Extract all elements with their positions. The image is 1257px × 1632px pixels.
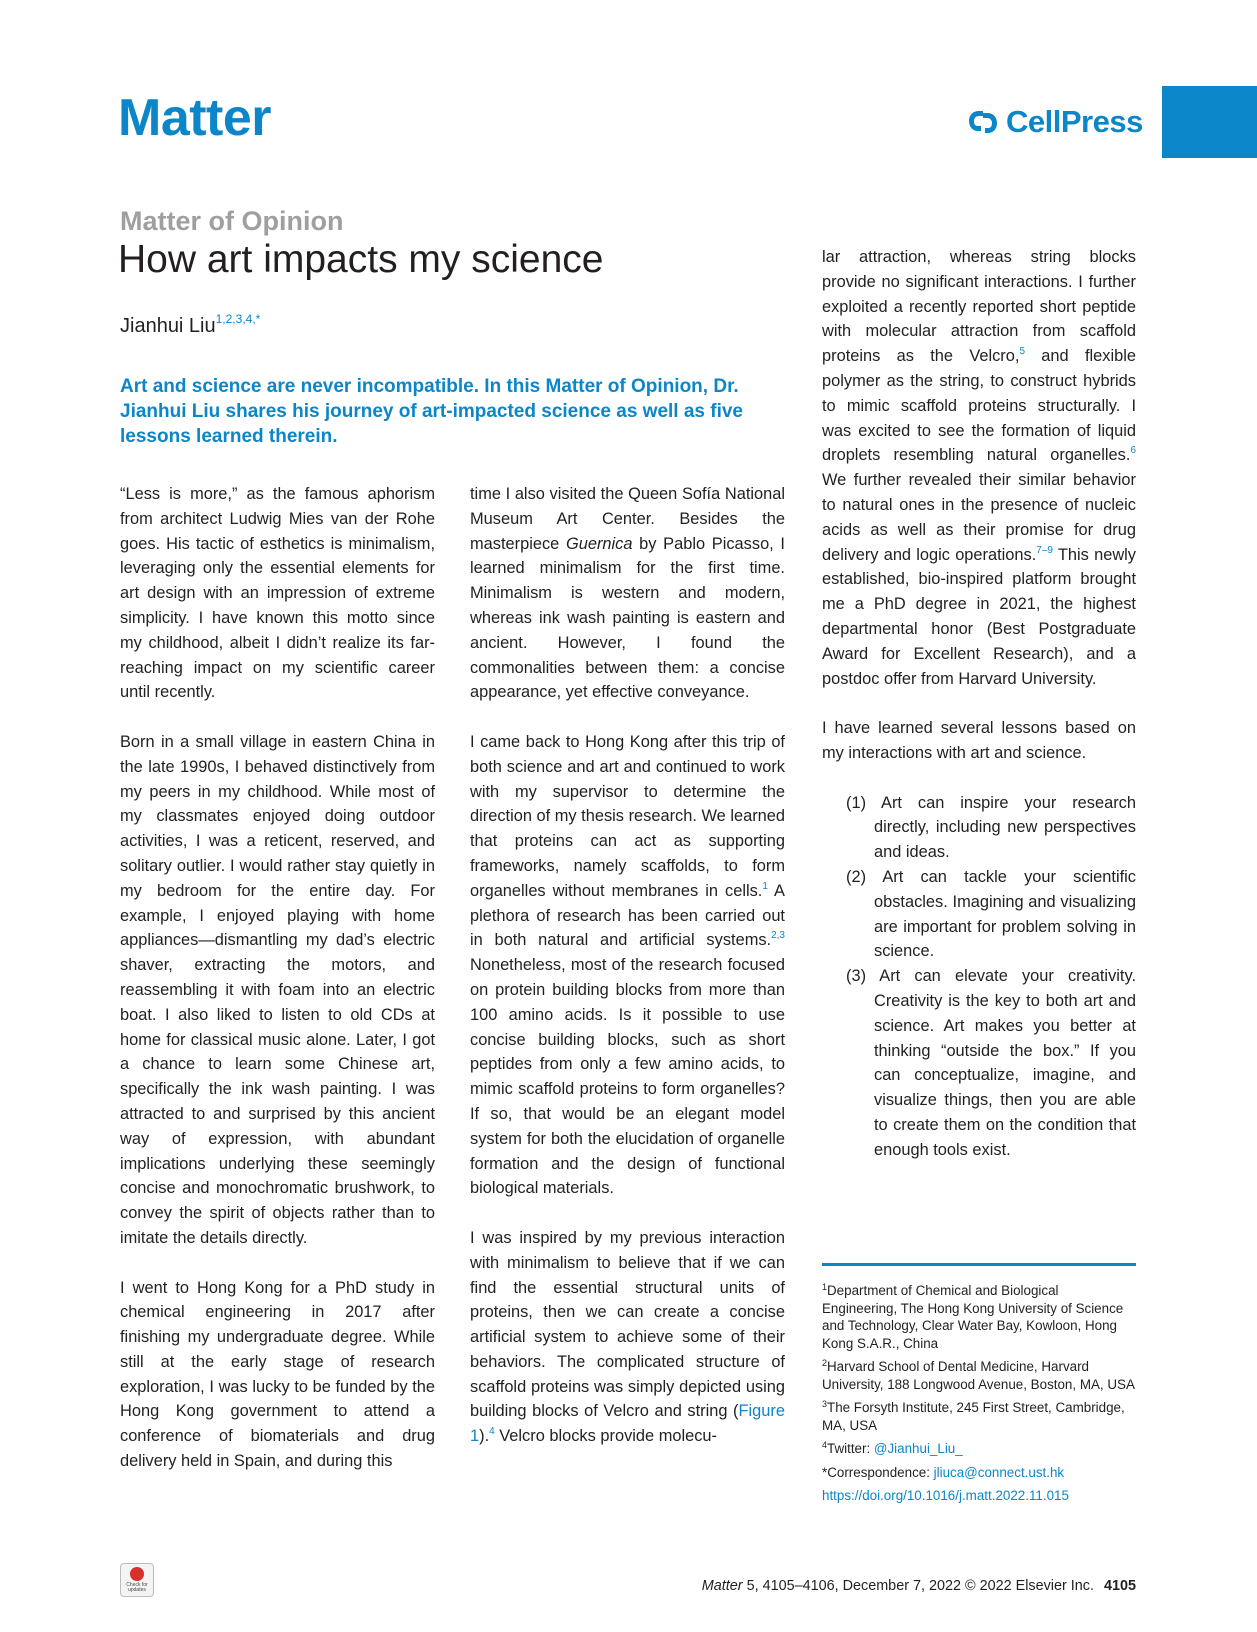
check-for-updates-badge[interactable]: Check for updates	[120, 1563, 154, 1597]
doi-line	[822, 1487, 1136, 1505]
paragraph: I went to Hong Kong for a PhD study in chemical engineering in 2017 after finishing my undergraduate degree. While still at the early stage of research exploration, I was lucky to be funded by the Hong Kong government to attend a conference of biomaterials and drug delivery held in Spain, and during this	[120, 1278, 435, 1471]
figure-link[interactable]: Figure 1	[470, 1402, 785, 1446]
bookmark-icon	[130, 1567, 144, 1581]
publisher-logo[interactable]	[966, 104, 1143, 140]
paragraph: I came back to Hong Kong after this trip of both science and art and continued to work with my supervisor to determine the direction of my thesis research. We learned that proteins can act as supporting frameworks, namely scaffolds, to form organelles without membranes in cells.$^1$ A plethora of research has been carried out in both natural and artificial systems.$^{2,3}$ Nonetheless, most of the research focused on protein building blocks from more than 100 amino acids. Is it possible to use concise building blocks, such as short peptides from only a few amino acids, to mimic scaffold proteins to form organelles? If so, that would be an elegant model system for both the elucidation of organelle formation and the design of functional biological materials.	[470, 732, 785, 1198]
citation-journal: Matter	[701, 1578, 743, 1594]
reference-link[interactable]: 5	[1019, 346, 1025, 358]
list-item: (2) Art can tackle your scientific obstacles. Imagining and visualizing are important for problem solving in science.	[846, 867, 1136, 961]
author-line	[120, 312, 260, 338]
footnotes	[822, 1282, 1136, 1511]
affiliation-2: $^2$Harvard School of Dental Medicine, Harvard University, 188 Longwood Avenue, Boston, MA, USA	[822, 1358, 1135, 1392]
twitter-line: $^4$Twitter: @Jianhui_Liu_	[822, 1440, 963, 1456]
paragraph: I have learned several lessons based on my interactions with art and science.	[822, 719, 1136, 762]
abstract: Art and science are never incompatible. In this Matter of Opinion, Dr. Jianhui Liu shares his journey of art-impacted science as well as five lessons learned therein.	[120, 376, 744, 447]
article-title: How art impacts my science	[118, 238, 604, 281]
affiliation-1: $^1$Department of Chemical and Biological Engineering, The Hong Kong University of Science and Technology, Clear Water Bay, Kowloon, Hong Kong S.A.R., China	[822, 1282, 1124, 1351]
artwork-title: Guernica	[565, 534, 633, 553]
affiliation-3: $^3$The Forsyth Institute, 245 First Street, Cambridge, MA, USA	[822, 1399, 1125, 1433]
column-3	[822, 245, 1136, 1162]
reference-link[interactable]: 6	[1130, 445, 1136, 457]
email-link[interactable]: jliuca@connect.ust.hk	[933, 1464, 1065, 1480]
page-number: 4105	[1103, 1578, 1136, 1594]
paragraph: Born in a small village in eastern China in the late 1990s, I behaved distinctively from my peers in my childhood. While most of my classmates enjoyed doing outdoor activities, I was a reticent, reserved, and solitary outlier. I would rather stay quietly in my bedroom for the entire day. For example, I enjoyed playing with home appliances—dismantling my dad’s electric shaver, extracting the motors, and reassembling it with foam into an electric boat. I also liked to listen to old CDs at home for classical music alone. Later, I got a chance to learn some Chinese art, specifically the ink wash painting. I was attracted to and surprised by this ancient way of expression, with abundant implications underlying these seemingly concise and monochromatic brushwork, to convey the spirit of objects rather than to imitate the details directly.	[120, 732, 435, 1247]
column-1	[120, 482, 435, 1499]
footnote-divider	[822, 1263, 1136, 1266]
paragraph: I was inspired by my previous interaction with minimalism to believe that if we can find the essential structural units of proteins, then we can create a concise artificial system to achieve some of their behaviors. The complicated structure of scaffold proteins was simply depicted using building blocks of Velcro and string (Figure 1).$^4$ Velcro blocks provide molecu-	[470, 1228, 785, 1446]
paragraph: lar attraction, whereas string blocks provide no significant interactions. I further exploited a recently reported short peptide with molecular attraction from scaffold proteins as the Velcro,$^5$ and flexible polymer as the string, to construct hybrids to mimic scaffold proteins structurally. I was excited to see the formation of liquid droplets resembling natural organelles.$^6$ We further revealed their similar behavior to natural ones in the presence of nucleic acids as well as their promise for drug delivery and logic operations.$^{7-9}$ This newly established, bio-inspired platform brought me a PhD degree in 2021, the highest departmental honor (Best Postgraduate Award for Excellent Research), and a postdoc offer from Harvard University.	[822, 248, 1136, 688]
edge-tab	[1162, 86, 1257, 158]
doi-link[interactable]: https://doi.org/10.1016/j.matt.2022.11.015	[822, 1488, 1069, 1503]
twitter-link[interactable]: @Jianhui_Liu_	[873, 1441, 963, 1456]
paragraph: time I also visited the Queen Sofía National Museum Art Center. Besides the masterpiece Guernica by Pablo Picasso, I learned minimalism for the first time. Minimalism is western and modern, whereas ink wash painting is eastern and ancient. However, I found the commonalities between them: a concise appearance, yet effective conveyance.	[470, 485, 785, 702]
list-item: (3) Art can elevate your creativity. Creativity is the key to both art and science. Art makes you better at thinking “outside the box.” If you can conceptualize, imagine, and visualize things, then you are able to create them on the condition that enough tools exist.	[846, 967, 1136, 1159]
column-2	[470, 482, 785, 1474]
cellpress-icon	[966, 107, 1000, 137]
author-name: Jianhui Liu	[120, 315, 216, 337]
publisher-name: CellPress	[1006, 104, 1143, 139]
article-kicker: Matter of Opinion	[120, 206, 344, 236]
reference-link[interactable]: 7–9	[1036, 544, 1053, 556]
page-footer	[702, 1578, 1136, 1594]
list-item: (1) Art can inspire your research directly, including new perspectives and ideas.	[846, 793, 1136, 862]
reference-link[interactable]: 1	[762, 880, 768, 892]
correspondence-line: *Correspondence: jliuca@connect.ust.hk	[822, 1464, 1065, 1480]
journal-name: Matter	[118, 89, 272, 147]
author-affiliations[interactable]: 1,2,3,4,*	[215, 312, 261, 326]
paragraph: “Less is more,” as the famous aphorism from architect Ludwig Mies van der Rohe goes. His tactic of esthetics is minimalism, leveraging only the essential elements for art design with an impression of extreme simplicity. I have known this motto since my childhood, albeit I didn’t realize its far-reaching impact on my scientific career until recently.	[120, 485, 435, 702]
lessons-list	[822, 791, 1136, 1163]
reference-link[interactable]: 4	[489, 1426, 495, 1438]
citation: 5, 4105–4106, December 7, 2022 © 2022 Elsevier Inc.	[742, 1578, 1094, 1594]
reference-link[interactable]: 2,3	[771, 930, 785, 942]
